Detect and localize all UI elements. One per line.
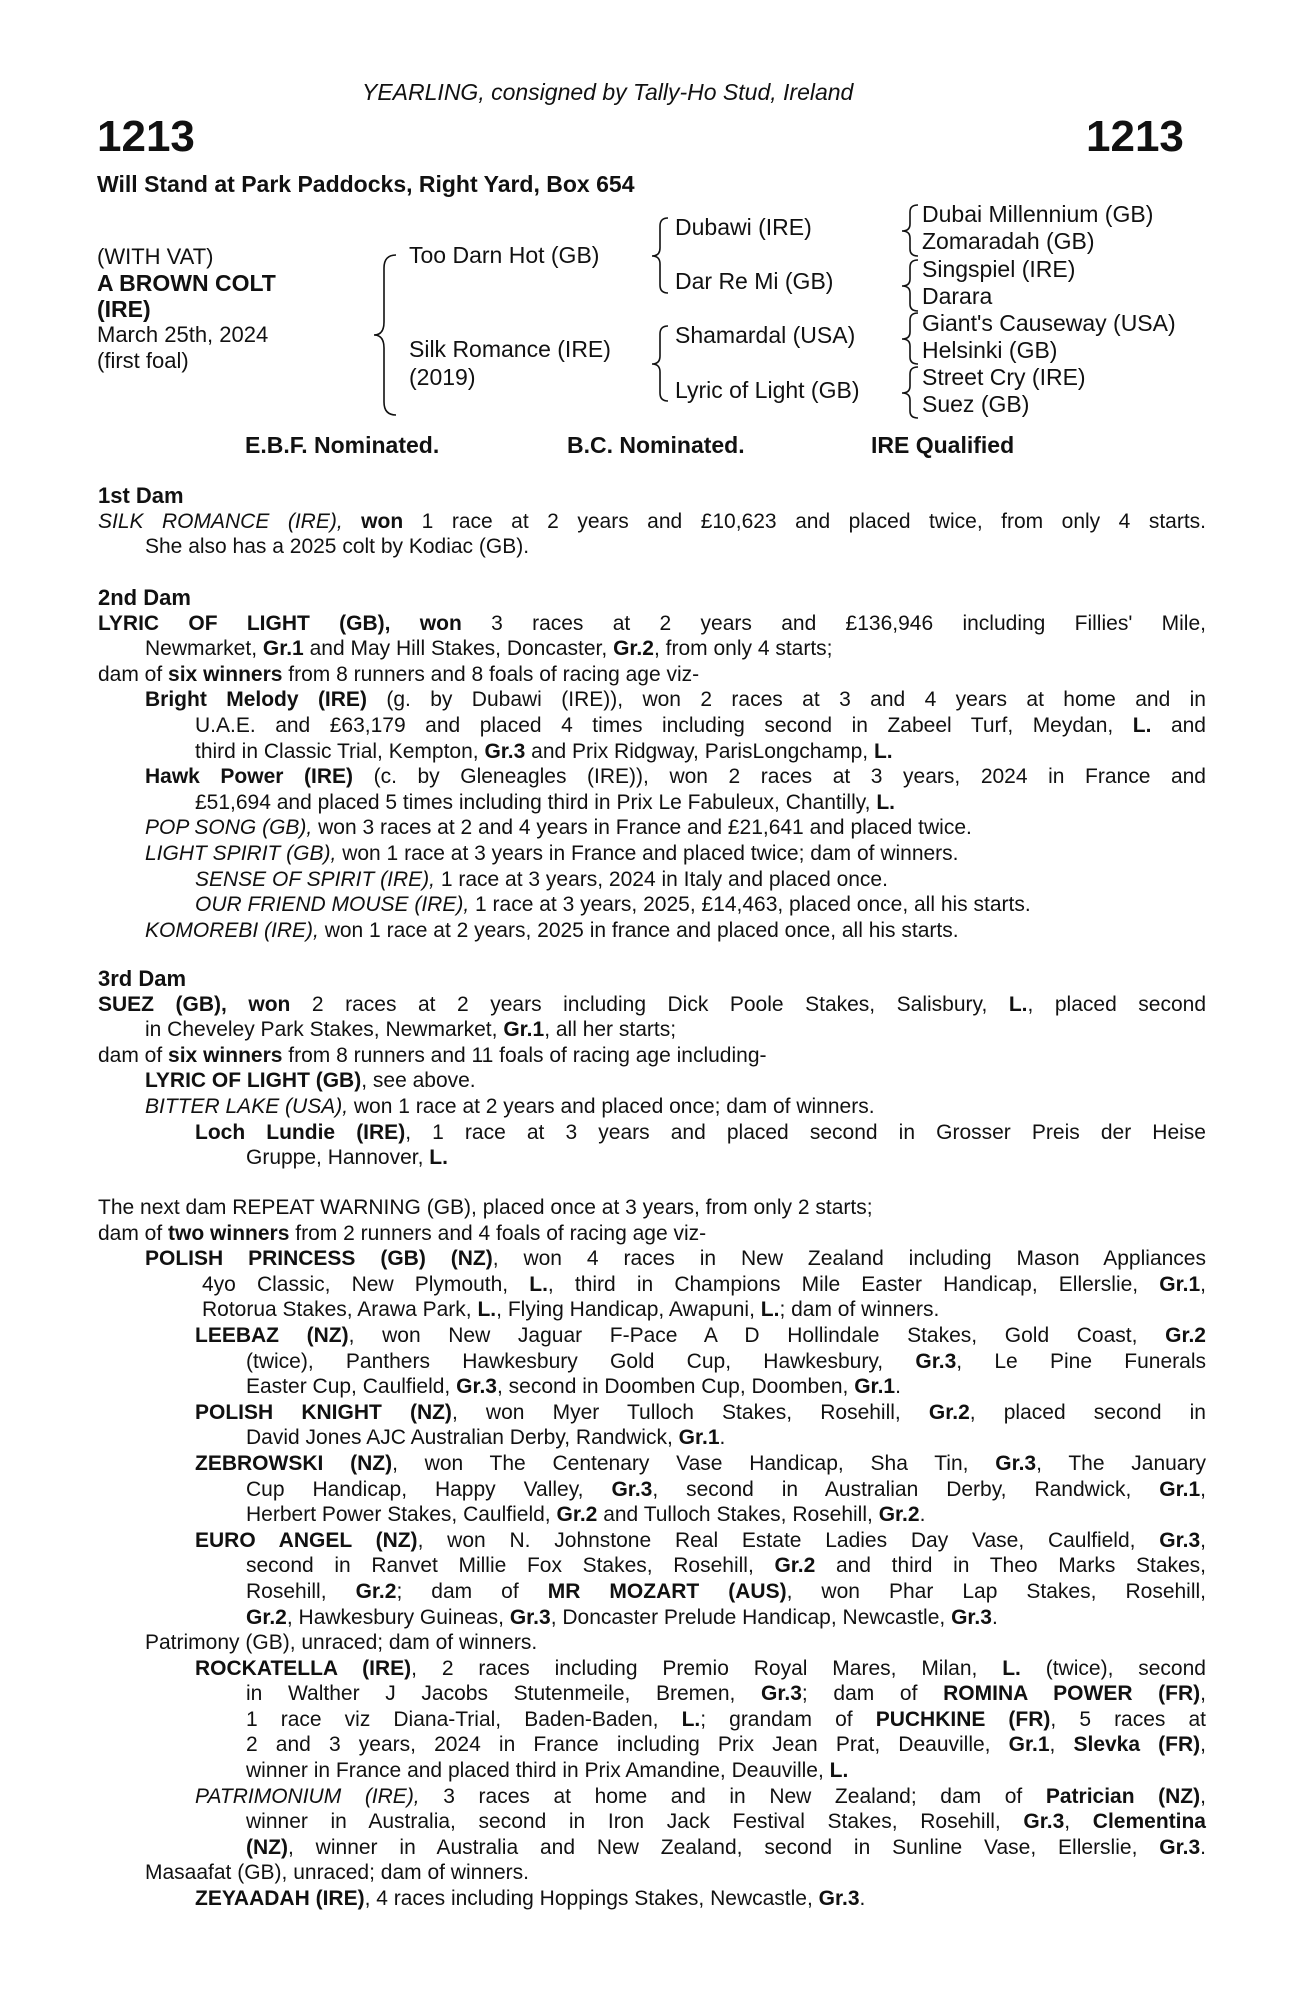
second-dam-heading: 2nd Dam — [98, 585, 191, 610]
brace-dd — [902, 367, 918, 418]
brace-dam — [652, 326, 668, 401]
text: Rotorua Stakes, Arawa Park, — [202, 1298, 472, 1322]
text: third in Classic Trial, Kempton, — [195, 739, 479, 763]
winners-count: six winners — [168, 662, 283, 686]
pedigree-dam: Silk Romance (IRE) — [409, 336, 611, 362]
text: Rosehill, — [246, 1579, 327, 1603]
grade: L. — [829, 1759, 849, 1783]
text: , Flying Handicap, Awapuni, — [496, 1298, 755, 1322]
grade: Gr.3 — [818, 1887, 860, 1911]
fourth-dam-line: The next dam REPEAT WARNING (GB), placed once at 3 years, from only 2 starts; — [98, 1196, 873, 1219]
grade: Gr.3 — [484, 739, 526, 763]
ire-qualified: IRE Qualified — [871, 432, 1015, 458]
fourth-dam-line — [98, 1707, 1206, 1733]
text: in Walther J Jacobs Stutenmeile, Bremen, — [246, 1682, 736, 1706]
brace-main — [374, 255, 396, 415]
race-record: 3 races at 2 years and £136,946 including Fillies' Mile, — [491, 611, 1206, 635]
brace-ss — [902, 205, 918, 256]
text: , Hawkesbury Guineas, — [286, 1605, 504, 1629]
grade: Gr.3 — [456, 1375, 497, 1399]
text: dam of — [98, 1043, 163, 1067]
fourth-dam-line — [98, 1477, 1206, 1503]
race-record: 1 race at 2 years and £10,623 and placed twice, from only 4 starts. — [421, 509, 1206, 533]
grade: Gr.1 — [1159, 1477, 1201, 1501]
text: , second in Australian Derby, Randwick, — [652, 1477, 1132, 1501]
horse-name: ZEYAADAH (IRE) — [195, 1887, 365, 1911]
second-dam-line — [98, 687, 1206, 713]
pedigree-sss: Dubai Millennium (GB) — [922, 201, 1154, 227]
dam-name: SILK ROMANCE (IRE), — [98, 509, 343, 533]
grade: L. — [1002, 1656, 1021, 1680]
pedigree-sdd: Darara — [922, 283, 993, 309]
fourth-dam-line — [98, 1732, 1206, 1758]
text: , — [1200, 1784, 1206, 1808]
first-dam-section — [98, 483, 1206, 560]
grade: Gr.3 — [1023, 1810, 1065, 1834]
text: and — [1170, 713, 1206, 737]
text: from 8 runners and 8 foals of racing age viz- — [288, 662, 700, 686]
text: won 1 race at 3 years in France and placed twice; dam of winners. — [342, 841, 959, 865]
fourth-dam-section — [98, 1195, 1206, 1912]
fourth-dam-line — [98, 1349, 1206, 1375]
second-dam-line — [98, 611, 1206, 637]
pedigree-dam-year: (2019) — [409, 364, 476, 390]
horse-name: LYRIC OF LIGHT (GB) — [145, 1069, 362, 1093]
fourth-dam-line — [98, 1400, 1206, 1426]
horse-name: PUCHKINE (FR) — [875, 1707, 1051, 1731]
text: , — [1200, 1682, 1206, 1706]
third-dam-line — [98, 992, 1206, 1018]
pedigree-sds: Singspiel (IRE) — [922, 256, 1076, 282]
fourth-dam-line — [98, 1272, 1206, 1298]
fourth-dam-line — [98, 1605, 1206, 1631]
second-dam-line — [98, 841, 1206, 867]
text: , — [1049, 1733, 1056, 1757]
pedigree-sire-sire: Dubawi (IRE) — [675, 214, 812, 240]
second-dam-line — [98, 867, 1206, 893]
grade: Gr.3 — [761, 1682, 802, 1706]
text: , — [1200, 1733, 1206, 1757]
text: ; grandam of — [700, 1707, 853, 1731]
fourth-dam-line — [98, 1374, 1206, 1400]
horse-name: MR MOZART (AUS) — [547, 1579, 787, 1603]
text: 2 races at 2 years including Dick Poole Stakes, Salisbury, — [311, 992, 988, 1016]
text: won 3 races at 2 and 4 years in France and £21,641 and placed twice. — [318, 816, 972, 840]
fourth-dam-line — [98, 1528, 1206, 1554]
second-dam-line — [98, 892, 1206, 918]
lot-number-left: 1213 — [97, 112, 195, 161]
text: , winner in Australia and New Zealand, second in Sunline Vase, Ellerslie, — [287, 1835, 1138, 1859]
text: 2 and 3 years, 2024 in France including Prix Jean Prat, Deauville, — [246, 1733, 991, 1757]
first-dam-line — [98, 509, 1206, 535]
text: from 8 runners and 11 foals of racing age including- — [288, 1043, 767, 1067]
third-dam-section — [98, 966, 1206, 1171]
second-dam-line — [98, 815, 1206, 841]
text: (twice), second — [1045, 1656, 1206, 1680]
grade: Gr.3 — [951, 1605, 992, 1629]
text: , Le Pine Funerals — [956, 1349, 1206, 1373]
text: U.A.E. and £63,179 and placed 4 times including second in Zabeel Turf, Meydan, — [195, 713, 1114, 737]
fourth-dam-line — [98, 1784, 1206, 1810]
fourth-dam-line — [98, 1246, 1206, 1272]
pedigree-ssd: Zomaradah (GB) — [922, 228, 1095, 254]
horse-name: LIGHT SPIRIT (GB), — [145, 841, 337, 865]
text: ; dam of — [801, 1682, 918, 1706]
text: , won Phar Lap Stakes, Rosehill, — [786, 1579, 1207, 1603]
text: winner in Australia, second in Iron Jack Festival Stakes, Rosehill, — [246, 1810, 1001, 1834]
horse-name: ROMINA POWER (FR) — [943, 1682, 1201, 1706]
text: . — [859, 1887, 866, 1911]
grade: L. — [429, 1146, 448, 1170]
grade: Gr.2 — [928, 1400, 970, 1424]
second-dam-line — [98, 790, 1206, 816]
fourth-dam-line — [98, 1835, 1206, 1861]
horse-name: PATRIMONIUM (IRE), — [195, 1784, 420, 1808]
third-dam-line — [98, 1068, 1206, 1094]
grade: Gr.2 — [774, 1554, 816, 1578]
text: . — [991, 1605, 998, 1629]
grade: Gr.1 — [1159, 1272, 1201, 1296]
grade: Gr.1 — [503, 1018, 545, 1042]
grade: Gr.1 — [1008, 1733, 1050, 1757]
won-label: won — [361, 509, 404, 533]
horse-name: Hawk Power (IRE) — [145, 765, 354, 789]
text: Newmarket, — [145, 637, 258, 661]
text: , 2 races including Premio Royal Mares, Milan, — [411, 1656, 978, 1680]
grade: Gr.2 — [556, 1503, 598, 1527]
text: , placed second — [1027, 992, 1206, 1016]
grade: L. — [1132, 713, 1152, 737]
horse-name: Slevka (FR) — [1073, 1733, 1201, 1757]
third-dam-line — [98, 1094, 1206, 1120]
text: 1 race at 3 years, 2025, £14,463, placed once, all his starts. — [475, 893, 1031, 917]
horse-name: ZEBROWSKI (NZ) — [195, 1451, 393, 1475]
horse-name: BITTER LAKE (USA), — [145, 1094, 349, 1118]
brace-sd — [902, 260, 918, 311]
text: winner in France and placed third in Prix Amandine, Deauville, — [246, 1759, 824, 1783]
first-dam-heading: 1st Dam — [98, 483, 184, 508]
second-dam-line — [98, 739, 1206, 765]
text: dam of — [98, 662, 163, 686]
won-label: won — [419, 611, 462, 635]
text: and May Hill Stakes, Doncaster, — [309, 637, 608, 661]
grade: Gr.2 — [878, 1503, 920, 1527]
fourth-dam-line — [98, 1681, 1206, 1707]
text: , 5 races at — [1050, 1707, 1206, 1731]
fourth-dam-line — [98, 1553, 1206, 1579]
text: won 1 race at 2 years and placed once; dam of winners. — [353, 1094, 875, 1118]
horse-name: OUR FRIEND MOUSE (IRE), — [195, 893, 470, 917]
text: Easter Cup, Caulfield, — [246, 1375, 451, 1399]
fourth-dam-line — [98, 1656, 1206, 1682]
fourth-dam-line — [98, 1502, 1206, 1528]
horse-country: (IRE) — [97, 296, 151, 322]
horse-name: KOMOREBI (IRE), — [145, 918, 319, 942]
horse-name: POLISH PRINCESS (GB) (NZ) — [145, 1247, 493, 1271]
text: , — [1064, 1810, 1071, 1834]
text: (twice), Panthers Hawkesbury Gold Cup, Hawkesbury, — [246, 1349, 884, 1373]
grade: Gr.3 — [1159, 1528, 1201, 1552]
text: second in Ranvet Millie Fox Stakes, Rosehill, — [246, 1554, 754, 1578]
text: . — [719, 1426, 726, 1450]
lot-number-right: 1213 — [1086, 112, 1184, 161]
text: , won 4 races in New Zealand including Mason Appliances — [492, 1247, 1206, 1271]
second-dam-line — [98, 764, 1206, 790]
text: , see above. — [361, 1069, 476, 1093]
horse-name: EURO ANGEL (NZ) — [195, 1528, 418, 1552]
pedigree-dam-dam: Lyric of Light (GB) — [675, 377, 860, 403]
pedigree-dam-sire: Shamardal (USA) — [675, 322, 856, 348]
won-label: won — [248, 992, 291, 1016]
grade: L. — [529, 1272, 548, 1296]
grade: Gr.1 — [262, 637, 304, 661]
text: , second in Doomben Cup, Doomben, — [497, 1375, 849, 1399]
grade: Gr.2 — [355, 1579, 397, 1603]
text: Herbert Power Stakes, Caulfield, — [246, 1503, 551, 1527]
first-foal-note: (first foal) — [97, 348, 189, 373]
text: 1 race viz Diana-Trial, Baden-Baden, — [246, 1707, 659, 1731]
text: won 1 race at 2 years, 2025 in france and placed once, all his starts. — [324, 918, 959, 942]
text: , all her starts; — [544, 1018, 677, 1042]
horse-name: LEEBAZ (NZ) — [195, 1323, 349, 1347]
horse-name: A BROWN COLT — [97, 270, 276, 296]
text: , 1 race at 3 years and placed second in Grosser Preis der Heise — [405, 1120, 1206, 1144]
stand-location: Will Stand at Park Paddocks, Right Yard, Box 654 — [97, 171, 635, 197]
text: . — [919, 1503, 926, 1527]
horse-name: Patrician (NZ) — [1045, 1784, 1201, 1808]
grade: L. — [760, 1298, 780, 1322]
fourth-dam-line — [98, 1425, 1206, 1451]
third-dam-line — [98, 1145, 1206, 1171]
grade: L. — [1008, 992, 1028, 1016]
grade: Gr.2 — [1165, 1323, 1206, 1347]
text: (g. by Dubawi (IRE)), won 2 races at 3 and 4 years at home and in — [386, 688, 1206, 712]
text: £51,694 and placed 5 times including third in Prix Le Fabuleux, Chantilly, — [195, 790, 871, 814]
text: , — [1200, 1477, 1206, 1501]
fourth-dam-line — [98, 1297, 1206, 1323]
text: , placed second in — [969, 1400, 1206, 1424]
sale-subtitle: YEARLING, consigned by Tally-Ho Stud, Ireland — [362, 79, 854, 105]
text: and Prix Ridgway, ParisLongchamp, — [531, 739, 869, 763]
grade: L. — [477, 1298, 497, 1322]
text: from 2 runners and 4 foals of racing age viz- — [295, 1221, 707, 1245]
text: in Cheveley Park Stakes, Newmarket, — [145, 1018, 498, 1042]
second-dam-line — [98, 662, 1206, 688]
pedigree-dds: Street Cry (IRE) — [922, 364, 1086, 390]
text: , won New Jaguar F-Pace A D Hollindale Stakes, Gold Coast, — [348, 1323, 1138, 1347]
grade: Gr.3 — [995, 1451, 1037, 1475]
text: , from only 4 starts; — [653, 637, 833, 661]
dam-name: SUEZ (GB), — [98, 992, 227, 1016]
second-dam-section — [98, 585, 1206, 943]
text: (c. by Gleneagles (IRE)), won 2 races at 3 years, 2024 in France and — [373, 765, 1206, 789]
dam-name: LYRIC OF LIGHT (GB), — [98, 611, 391, 635]
text: Gruppe, Hannover, — [246, 1146, 424, 1170]
horse-name: (NZ) — [246, 1835, 288, 1859]
fourth-dam-line — [98, 1451, 1206, 1477]
ebf-nominated: E.B.F. Nominated. — [245, 432, 440, 458]
text: . — [895, 1375, 901, 1399]
second-dam-line — [98, 713, 1206, 739]
fourth-dam-line: Masaafat (GB), unraced; dam of winners. — [145, 1861, 529, 1885]
text: , Doncaster Prelude Handicap, Newcastle, — [550, 1605, 946, 1629]
brace-sire — [652, 218, 668, 293]
foaling-date: March 25th, 2024 — [97, 322, 269, 347]
vat-note: (WITH VAT) — [97, 244, 214, 269]
text: , won Myer Tulloch Stakes, Rosehill, — [451, 1400, 901, 1424]
text: and third in Theo Marks Stakes, — [835, 1554, 1207, 1578]
fourth-dam-line: Patrimony (GB), unraced; dam of winners. — [145, 1631, 538, 1655]
text: , — [1200, 1528, 1206, 1552]
grade: Gr.2 — [246, 1605, 287, 1629]
horse-name: POP SONG (GB), — [145, 816, 313, 840]
fourth-dam-line — [98, 1758, 1206, 1784]
text: Cup Handicap, Happy Valley, — [246, 1477, 584, 1501]
pedigree-dss: Giant's Causeway (USA) — [922, 310, 1176, 336]
winners-count: two winners — [168, 1221, 290, 1245]
first-dam-produce: She also has a 2025 colt by Kodiac (GB). — [145, 535, 530, 559]
third-dam-heading: 3rd Dam — [98, 966, 187, 991]
fourth-dam-line — [98, 1886, 1206, 1912]
second-dam-line — [98, 918, 1206, 944]
text: , won The Centenary Vase Handicap, Sha Tin, — [392, 1451, 969, 1475]
grade: Gr.3 — [1159, 1835, 1201, 1859]
text: 3 races at home and in New Zealand; dam of — [443, 1784, 1023, 1808]
grade: Gr.2 — [613, 637, 654, 661]
horse-name: SENSE OF SPIRIT (IRE), — [195, 867, 435, 891]
second-dam-line — [98, 636, 1206, 662]
grade: Gr.3 — [915, 1349, 957, 1373]
text: ; dam of — [396, 1579, 519, 1603]
third-dam-line — [98, 1017, 1206, 1043]
horse-name: Clementina — [1092, 1810, 1206, 1834]
grade: Gr.3 — [509, 1605, 551, 1629]
text: 1 race at 3 years, 2024 in Italy and placed once. — [440, 867, 888, 891]
text: , won N. Johnstone Real Estate Ladies Day Vase, Caulfield, — [417, 1528, 1136, 1552]
grade: L. — [876, 790, 896, 814]
text: , 4 races including Hoppings Stakes, Newcastle, — [364, 1887, 813, 1911]
text: dam of — [98, 1221, 163, 1245]
bc-nominated: B.C. Nominated. — [567, 432, 745, 458]
pedigree-sire-dam: Dar Re Mi (GB) — [675, 268, 834, 294]
grade: Gr.3 — [611, 1477, 653, 1501]
text: David Jones AJC Australian Derby, Randwick, — [246, 1426, 673, 1450]
pedigree-ddd: Suez (GB) — [922, 391, 1030, 417]
grade: L. — [873, 739, 893, 763]
brace-ds — [902, 313, 918, 364]
text: ; dam of winners. — [779, 1298, 940, 1322]
fourth-dam-line — [98, 1579, 1206, 1605]
horse-name: Bright Melody (IRE) — [145, 688, 367, 712]
text: . — [1200, 1835, 1206, 1859]
text: and Tulloch Stakes, Rosehill, — [603, 1503, 873, 1527]
third-dam-line — [98, 1120, 1206, 1146]
text: , third in Champions Mile Easter Handicap, Ellerslie, — [547, 1272, 1139, 1296]
horse-name: ROCKATELLA (IRE) — [195, 1656, 412, 1680]
third-dam-line — [98, 1043, 1206, 1069]
horse-name: POLISH KNIGHT (NZ) — [195, 1400, 452, 1424]
text: , The January — [1036, 1451, 1206, 1475]
text: 4yo Classic, New Plymouth, — [202, 1272, 509, 1296]
grade: Gr.1 — [678, 1426, 720, 1450]
grade: L. — [681, 1707, 701, 1731]
pedigree-dsd: Helsinki (GB) — [922, 337, 1058, 363]
pedigree-sire: Too Darn Hot (GB) — [409, 242, 600, 268]
text: , — [1200, 1272, 1206, 1296]
fourth-dam-line — [98, 1221, 1206, 1247]
horse-name: Loch Lundie (IRE) — [195, 1120, 406, 1144]
winners-count: six winners — [168, 1043, 283, 1067]
grade: Gr.1 — [854, 1375, 896, 1399]
fourth-dam-line — [98, 1323, 1206, 1349]
fourth-dam-line — [98, 1809, 1206, 1835]
